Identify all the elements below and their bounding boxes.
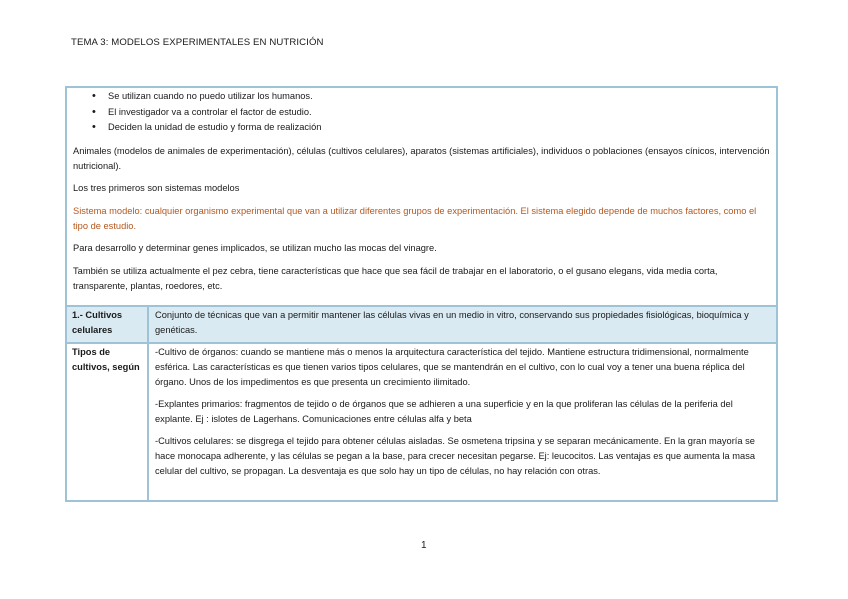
bullet-item: • Deciden la unidad de estudio y forma de realización xyxy=(92,120,770,136)
row-body-tipos xyxy=(149,344,776,500)
paragraph-tres-primeros: Los tres primeros son sistemas modelos xyxy=(73,183,240,193)
page-header-title: TEMA 3: MODELOS EXPERIMENTALES EN NUTRICIÓN xyxy=(71,37,324,48)
intro-cell xyxy=(67,88,776,307)
paragraph-cultivos-celulares: -Cultivos celulares: se disgrega el tejido para obtener células aisladas. Se osmetena tripsina y se separan mecánicamente. En la gran mayoría se hace monocapa adherente, y las células se pegan a la base, para crecer necesitan pegarse. Ej: leucocitos. Las ventajas es que aumenta la masa celular del cultivo, se propagan. La desventaja es que solo hay un tipo de células, no hay relación con otras. xyxy=(155,436,756,476)
page-number: 1 xyxy=(421,540,427,551)
paragraph-tambien: También se utiliza actualmente el pez cebra, tiene características que hace que sea fácil de trabajar en el laboratorio, o el gusano elegans, vida media corta, transparente, plantas, roedores, etc. xyxy=(73,265,718,291)
bullet-item: • Se utilizan cuando no puedo utilizar los humanos. xyxy=(92,89,770,105)
bullet-list xyxy=(73,89,770,136)
paragraph-cultivo-organos: -Cultivo de órganos: cuando se mantiene más o menos la arquitectura característica del tejido. Mantiene estructura tridimensional, normalmente esférica. Las características es que tienen varios tipos celulares, que se mantendrán en el cultivo, con lo cual voy a tener una buena réplica del órgano. Unos de los impedimentos es que presenta un crecimiento ilimitado. xyxy=(155,347,749,387)
row-label-tipos: Tipos de cultivos, según xyxy=(67,344,149,500)
row-text-cultivos: Conjunto de técnicas que van a permitir mantener las células vivas en un medio in vitro, conservando sus propiedades fisiológicas, bioquímica y genéticas. xyxy=(155,310,749,335)
paragraph-explantes: -Explantes primarios: fragmentos de tejido o de órganos que se adhieren a una superficie y en la que proliferan las células de la periferia del explante. Ej : islotes de Lagerhans. Comunicaciones entre células alfa y beta xyxy=(155,399,733,424)
paragraph-desarrollo: Para desarrollo y determinar genes implicados, se utilizan mucho las mocas del vinagre. xyxy=(73,243,437,253)
paragraph-animales: Animales (modelos de animales de experimentación), células (cultivos celulares), aparatos (sistemas artificiales), individuos o poblaciones (ensayos cínicos, intervención nutricional). xyxy=(73,145,770,171)
paragraph-sistema-modelo: Sistema modelo: cualquier organismo experimental que van a utilizar diferentes grupos de experimentación. El sistema elegido depende de muchos factores, como el tipo de estudio. xyxy=(73,205,757,231)
content-table xyxy=(65,86,778,502)
table-row-tipos-cultivos xyxy=(67,344,776,500)
bullet-item: • El investigador va a controlar el factor de estudio. xyxy=(92,105,770,121)
row-label-cultivos: 1.- Cultivos celulares xyxy=(67,307,149,342)
table-row-cultivos-celulares xyxy=(67,307,776,344)
